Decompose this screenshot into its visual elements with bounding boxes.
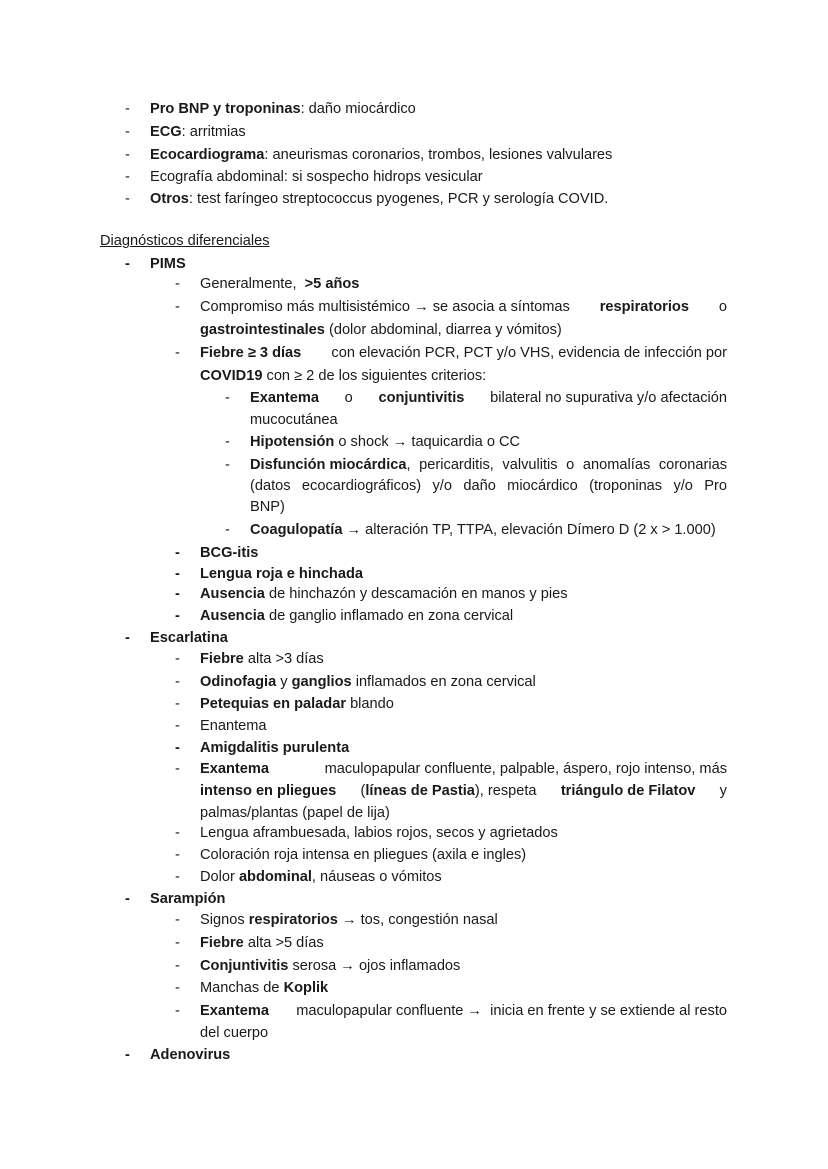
list-bullet: - <box>125 124 130 140</box>
list-bullet: - <box>175 299 180 315</box>
item-bold: gastrointestinales <box>200 322 325 338</box>
list-item <box>200 867 442 887</box>
item-text: : daño miocárdico <box>300 101 416 117</box>
item-text: , náuseas o vómitos <box>311 869 442 885</box>
item-text: maculopapular confluente, palpable, áspero, rojo intenso, más <box>324 761 727 777</box>
item-text: inflamados en zona cervical <box>355 674 536 690</box>
item-text: Signos <box>200 912 245 928</box>
list-item <box>250 388 727 408</box>
item-text: maculopapular confluente → inicia en frente y se extiende al resto <box>296 1003 727 1019</box>
list-bullet: - <box>175 718 180 734</box>
list-item <box>150 145 612 165</box>
list-item <box>200 343 727 363</box>
list-item <box>150 122 246 142</box>
list-bullet: - <box>175 345 180 361</box>
list-bullet: - <box>125 630 130 646</box>
list-item <box>200 933 324 953</box>
item-text: o shock → taquicardia o CC <box>338 434 521 450</box>
item-text: alta >3 días <box>247 651 324 667</box>
item-bold: Exantema <box>250 390 319 406</box>
list-item <box>200 672 536 692</box>
list-bullet: - <box>175 545 180 561</box>
list-item-continuation: (datos ecocardiográficos) y/o daño miocárdico (troponinas y/o Pro <box>250 478 727 494</box>
list-item <box>200 649 324 669</box>
item-text: (dolor abdominal, diarrea y vómitos) <box>328 322 562 338</box>
list-item-continuation: palmas/plantas (papel de lija) <box>200 805 390 821</box>
item-bold: Petequias en paladar <box>200 696 346 712</box>
list-bullet: - <box>175 608 180 624</box>
list-bullet: - <box>225 457 230 473</box>
list-item <box>200 297 727 317</box>
list-bullet: - <box>175 651 180 667</box>
item-bold: conjuntivitis <box>378 390 465 406</box>
list-item: Lengua aframbuesada, labios rojos, secos y agrietados <box>200 825 558 841</box>
item-text: ( <box>360 783 366 799</box>
item-bold: Exantema <box>200 1003 269 1019</box>
item-text: y <box>719 783 727 799</box>
item-text: → alteración TP, TTPA, elevación Dímero D (2 x > 1.000) <box>346 522 716 538</box>
list-bullet: - <box>125 256 130 272</box>
item-text: Generalmente, <box>200 276 297 292</box>
pims-title: PIMS <box>150 256 186 272</box>
item-bold: Ausencia <box>200 608 265 624</box>
list-item: Enantema <box>200 718 267 734</box>
list-item: Coloración roja intensa en pliegues (axila e ingles) <box>200 847 527 863</box>
item-bold: Hipotensión <box>250 434 335 450</box>
item-bold: Pro BNP y troponinas <box>150 101 301 117</box>
list-bullet: - <box>175 912 180 928</box>
item-text: de ganglio inflamado en zona cervical <box>268 608 514 624</box>
list-bullet: - <box>175 935 180 951</box>
list-bullet: - <box>175 566 180 582</box>
list-item-continuation <box>200 366 486 386</box>
list-item <box>250 432 520 452</box>
item-bold: triángulo de Filatov <box>560 783 696 799</box>
list-item-continuation <box>200 781 727 801</box>
item-bold: Conjuntivitis <box>200 958 289 974</box>
list-bullet: - <box>175 869 180 885</box>
item-text: → tos, congestión nasal <box>341 912 498 928</box>
list-item: Amigdalitis purulenta <box>200 740 350 756</box>
list-item-continuation: BNP) <box>250 499 285 515</box>
item-text: : arritmias <box>181 124 246 140</box>
list-bullet: - <box>125 147 130 163</box>
item-text: ), respeta <box>474 783 537 799</box>
list-item <box>150 99 416 119</box>
list-bullet: - <box>225 522 230 538</box>
list-bullet: - <box>125 1047 130 1063</box>
sarampion-title: Sarampión <box>150 891 226 907</box>
adenovirus-title: Adenovirus <box>150 1047 231 1063</box>
item-text: o <box>718 299 727 315</box>
item-text: o <box>344 390 353 406</box>
list-bullet: - <box>175 740 180 756</box>
item-bold: intenso en pliegues <box>200 783 337 799</box>
item-bold: Ausencia <box>200 586 265 602</box>
item-text: bilateral no supurativa y/o afectación <box>490 390 727 406</box>
item-bold: Ecocardiograma <box>150 147 265 163</box>
list-bullet: - <box>125 169 130 185</box>
item-bold: Disfunción miocárdica <box>250 457 407 473</box>
list-bullet: - <box>175 847 180 863</box>
item-bold: abdominal <box>238 869 312 885</box>
list-bullet: - <box>125 101 130 117</box>
item-bold: Fiebre <box>200 935 244 951</box>
list-item-continuation: del cuerpo <box>200 1025 269 1041</box>
item-text: con ≥ 2 de los siguientes criterios: <box>266 368 487 384</box>
item-bold: respiratorios <box>599 299 689 315</box>
item-bold: ECG <box>150 124 182 140</box>
item-bold: Otros <box>150 191 189 207</box>
list-item <box>200 956 460 976</box>
item-text: : aneurismas coronarios, trombos, lesiones valvulares <box>264 147 613 163</box>
list-item <box>200 584 568 604</box>
list-item <box>200 606 513 626</box>
list-bullet: - <box>225 434 230 450</box>
list-item-continuation: mucocutánea <box>250 412 338 428</box>
item-bold: Koplik <box>283 980 329 996</box>
item-bold: respiratorios <box>248 912 338 928</box>
item-text: Compromiso más multisistémico → se asocia a síntomas <box>200 299 570 315</box>
item-text: Manchas de <box>200 980 280 996</box>
item-text: serosa → ojos inflamados <box>292 958 461 974</box>
item-bold: líneas de Pastia <box>365 783 475 799</box>
item-bold: Coagulopatía <box>250 522 343 538</box>
list-bullet: - <box>175 958 180 974</box>
list-item <box>200 978 328 998</box>
item-text: de hinchazón y descamación en manos y pies <box>268 586 568 602</box>
item-text: alta >5 días <box>247 935 324 951</box>
list-item: BCG-itis <box>200 545 259 561</box>
list-item <box>200 759 727 779</box>
item-text: con elevación PCR, PCT y/o VHS, evidencia de infección por <box>331 345 727 361</box>
list-item <box>250 520 716 540</box>
item-bold: COVID19 <box>200 368 263 384</box>
list-bullet: - <box>225 390 230 406</box>
list-bullet: - <box>175 674 180 690</box>
list-item <box>150 189 608 209</box>
list-bullet: - <box>125 891 130 907</box>
list-item-continuation <box>200 320 562 340</box>
list-bullet: - <box>175 825 180 841</box>
item-text: , pericarditis, valvulitis o anomalías coronarias <box>406 457 727 473</box>
list-item: Lengua roja e hinchada <box>200 566 363 582</box>
item-text: Ecografía abdominal: si sospecho hidrops vesicular <box>150 169 483 185</box>
escarlatina-title: Escarlatina <box>150 630 228 646</box>
section-heading: Diagnósticos diferenciales <box>100 233 270 249</box>
list-bullet: - <box>175 1003 180 1019</box>
item-bold: >5 años <box>304 276 360 292</box>
list-item <box>150 167 483 187</box>
item-bold: Exantema <box>200 761 269 777</box>
list-bullet: - <box>175 696 180 712</box>
list-item <box>200 274 359 294</box>
list-item <box>200 910 498 930</box>
list-bullet: - <box>175 980 180 996</box>
list-bullet: - <box>175 276 180 292</box>
item-bold: Odinofagia <box>200 674 277 690</box>
list-bullet: - <box>175 586 180 602</box>
item-bold: Fiebre ≥ 3 días <box>200 345 302 361</box>
item-text: : test faríngeo streptococcus pyogenes, PCR y serología COVID. <box>188 191 609 207</box>
item-text: Dolor <box>200 869 235 885</box>
list-bullet: - <box>125 191 130 207</box>
list-item <box>200 694 394 714</box>
item-text: y <box>280 674 288 690</box>
list-item <box>200 1001 727 1021</box>
item-bold: ganglios <box>291 674 352 690</box>
item-text: blando <box>350 696 394 712</box>
list-item <box>250 455 727 475</box>
list-bullet: - <box>175 761 180 777</box>
item-bold: Fiebre <box>200 651 244 667</box>
